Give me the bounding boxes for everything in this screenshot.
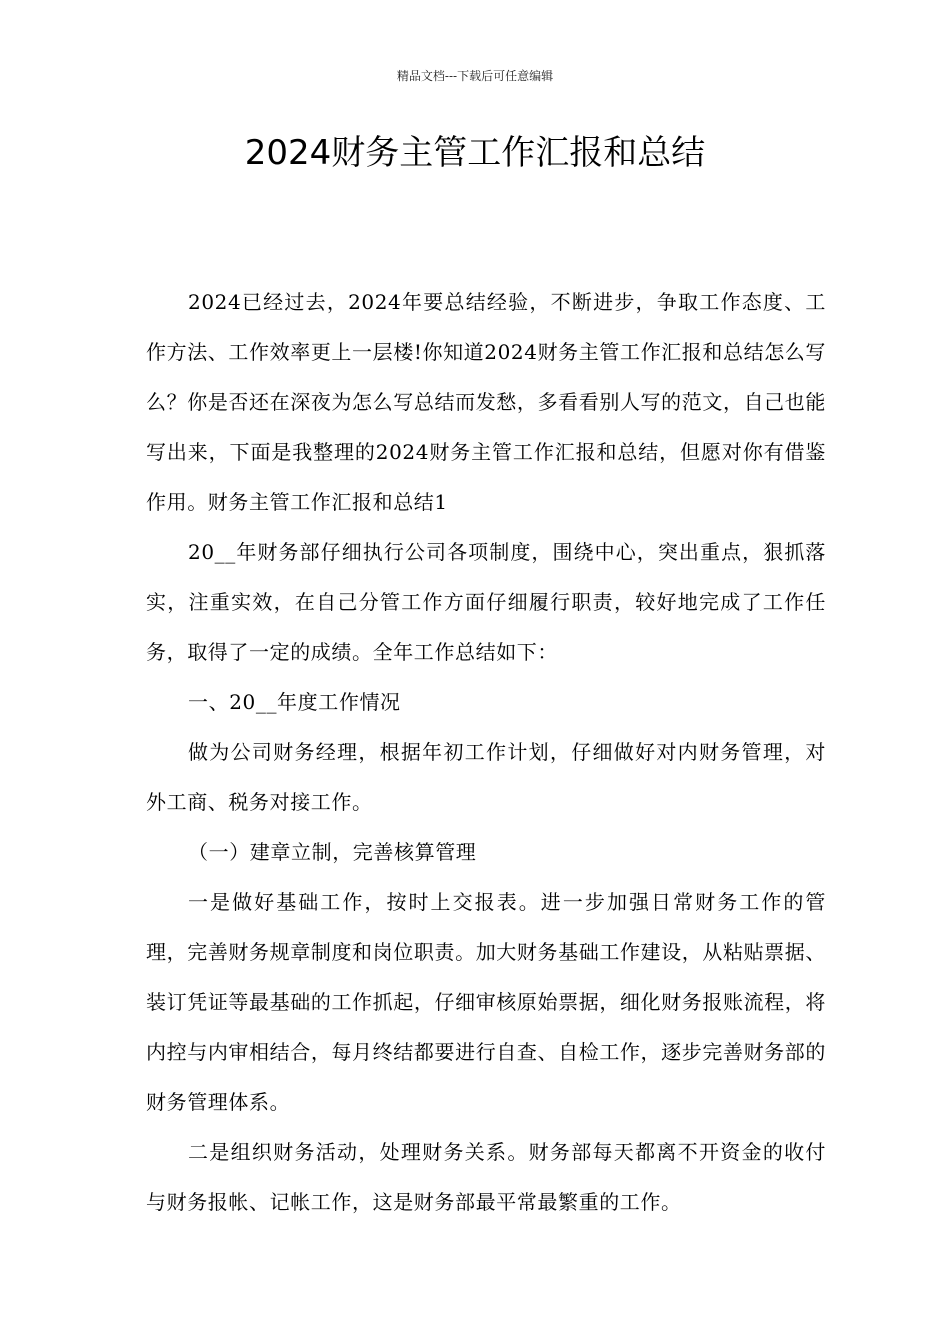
paragraph-financial-activities: 二是组织财务活动，处理财务关系。财务部每天都离不开资金的收付与财务报帐、记帐工作，这是财务部最平常最繁重的工作。 [146, 1140, 826, 1214]
document-title: 2024财务主管工作汇报和总结 [244, 133, 706, 173]
header-note: 精品文档---下载后可任意编辑 [396, 69, 554, 83]
paragraph-basic-work: 一是做好基础工作，按时上交报表。进一步加强日常财务工作的管理，完善财务规章制度和岗位职责。加大财务基础工作建设，从粘贴票据、装订凭证等最基础的工作抓起，仔细审核原始票据，细化财务报账流程，将内控与内审相结合，每月终结都要进行自查、自检工作，逐步完善财务部的财务管理体系。 [146, 890, 826, 1114]
document-body [146, 277, 826, 1227]
paragraph-year-summary: 20__年财务部仔细执行公司各项制度，围绕中心，突出重点，狠抓落实，注重实效，在自己分管工作方面仔细履行职责，较好地完成了工作任务，取得了一定的成绩。全年工作总结如下： [146, 540, 826, 664]
section-heading-1: 一、20__年度工作情况 [188, 690, 401, 714]
subsection-heading-1: （一）建章立制，完善核算管理 [188, 840, 477, 864]
paragraph-intro: 2024已经过去，2024年要总结经验，不断进步，争取工作态度、工作方法、工作效率更上一层楼!你知道2024财务主管工作汇报和总结怎么写么？你是否还在深夜为怎么写总结而发愁，多看看别人写的范文，自己也能写出来，下面是我整理的2024财务主管工作汇报和总结，但愿对你有借鉴作用。财务主管工作汇报和总结1 [146, 290, 826, 514]
paragraph-role: 做为公司财务经理，根据年初工作计划，仔细做好对内财务管理，对外工商、税务对接工作。 [146, 740, 826, 814]
